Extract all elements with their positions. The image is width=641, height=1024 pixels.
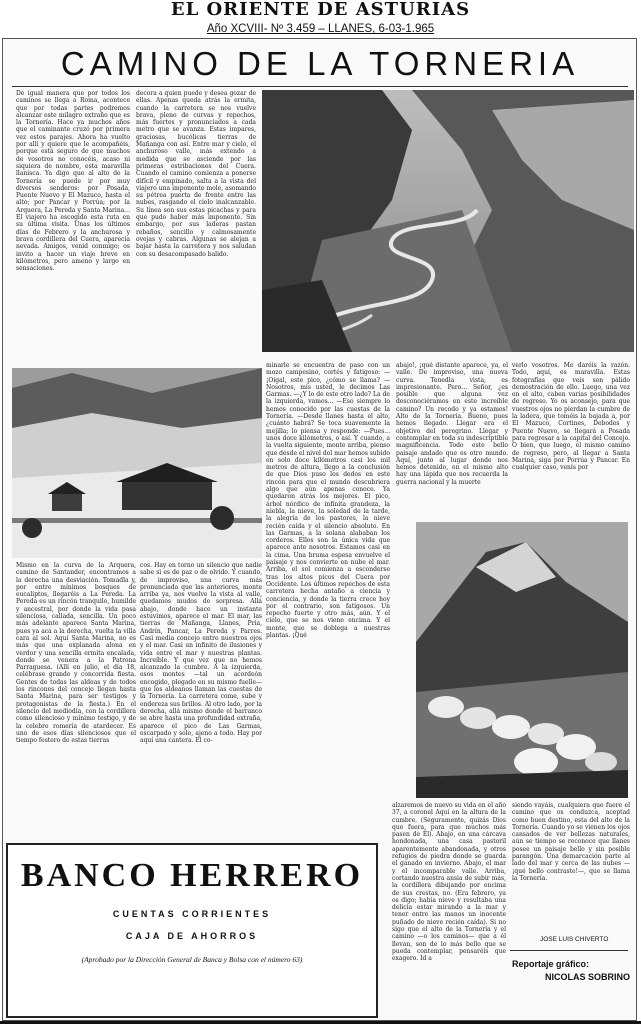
article-column-3: minarle se encuentra de paso con un mozo campesino, cortés y fatigoso: —¡Oigal, este pico, ¿cómo se llama? —Nosotros, mis usted, le decimos Las Garmas. —¿Y lo de este otro lado? La de la izquierda, vamos... —Eso siempre lo hemos conocido por las cuestas de la Tornería. —Desde llanes hasta el alto, ¿cuánto habrá? Se toca suavemente la mejilla; lo piensa y responde: —Pues... unos doce kilómetros, o así. Y cuando, a la vuelta siguiente, monte arriba, pienso que desde el nivel del mar hemos subido en solo doce kilómetros casi los mil metros de altura, llego a la conclusión de que Dios puso los dedos en este rincón para que el mundo descubriera algo que aún apenas conoce. Ya quedaron atrás los mejores. El pico, árbol nórdico de infinita grandeza, la niebla, la nieve, la soledad de la tarde, la alegría de los pastores, la nieve recién caída y el silencio absoluto. En las Garmas, a la solana alababan los corderos. Ellos son la única vida que aparece ante nosotros. Estamos casi en la cima. Una bruma espesa envuelve el paisaje y nos convierte en nube el mar. Arriba, el sol comienza a esconderse tras los altos picos del Cuera por Occidente. Los últimos repechos de esta carretera hecha antaño a ciencia y conciencia, y donde la tierra crece hoy por el contrario, son fatigosos. Un repecho fuerte y otro más, aún. Y el cielo, que se nos viene encima. Y el monte, que se doblega a nuestras plantas. ¡Qué [266, 362, 390, 639]
article-column-2b: cos. Hay en torno un silencio que nadie sabe si es de paz o de olvido. Y cuando, de improviso, una curva más pronunciada que las anteriores, monte arriba ya, nos vuelve la vista al valle, quedamos mudos de sorpresa. Allá abajo, donde hace un instante estuvimos, aparece el mar. El mar, las tierras de Mañanga, Llanes, Pria, Andrín, Pancar, La Pereda y Parres. Casi media concejo entre nuestros ojos y el mar. Casi un infinito de ilusiones y vida entre el mar y nuestras plantas. Increíble. Y que vez que no hemos alcanzado la cumbre. A la izquierda, esos montes —tal un acordeón encogido, plegado en su mismo fuelle— que los aldeanos llaman las cuestas de la Tornería. La carretera come, sube y endereza sus brillos. Al otro lado, por la derecha, allá mismo donde el barranco se abre hasta una profundidad extraña, aparece el pico de Las Garmas, escarpado y solo, ajeno a todo. Hay por aquí una cantera. El co- [140, 562, 262, 745]
snowy-farm-photo [12, 368, 262, 558]
ad-line-accounts: CUENTAS CORRIENTES [112, 909, 272, 919]
article-column-5a: verlo vosotros. Me daréis la razón. Todo, aquí, es maravilla. Estas fotografías que veis son pálido demostración de ello. Luego, una vez en el alto, caben varias posibilidades de regreso. Yo os aconsejo, para que vuestros ojos no pierdan la cumbre de la ladera, que toméis la bajada a, por El Mazuco, Cortines, Debodes y Puente Nuevo, se llegará a Posada para regresar a la capital del Concejo. O bien, que luego, el mismo camino de regreso, pero, al llegar a Santa Marina, siga por Porrúa y Pancar. En cualquier caso, venís por [512, 362, 630, 472]
sheep-flock-photo-icon [416, 522, 628, 798]
article-column-1: De igual manera que por todos los caminos se llega a Roma, acontece que por todas partes podremos alcanzar este milagro extraño que es la Tornería. Hace ya muchos años que el caminante cruzó por primera vez estos parajes. Ahora ha vuelto por allí y quiere que le acompañéis, porque está seguro de que muchos de vosotros no conocéis, acaso ni siquiera de nombre, esta maravilla llanisca. Ya digo que al alto de la Tornería se puede ir por muy diversos senderos: por Posada, Puente Nuevo y El Mazuco, hasta el alto; por Pancar y Porrúa; por la Arquera, La Pereda y Santa Marina... El viajero ha escogido esta ruta en su última visita. Unas los últimos días de Febrero y la anchurosa y brava cordillera del Cuera, aparecía nevada. Amigos, venid conmigo; os invito a hacer un viaje breve en kilómetros, pero ameno y largo en sensaciones. [16, 90, 130, 273]
article-column-4a: abajo!, ¡qué distante aparece, ya, el valle. De improviso, una nueva curva. Tenedla vista, es impresionante. Pero... Señor, ¿es posible que alguna vez desconociéramos en este increíble camino? Un recodo y ya estamos! Alto de la Tornería. Bueno, pues hemos llegado. Llegar era el objetivo del peregrino. Llegar y contemplar en toda su indescriptible magnificencia. Todo este bello paisaje andado que es otro mundo. Aquí, junto al lugar donde nos hemos detenido, en el mismo alto hay una lápida que nos recuerda la guerra nacional y la muerte [396, 362, 509, 486]
newspaper-masthead: EL ORIENTE DE ASTURIAS [170, 0, 471, 20]
credit-rule [510, 950, 628, 951]
snowy-farm-photo-icon [12, 368, 262, 558]
ad-bank-name: BANCO HERRERO [20, 857, 364, 894]
ad-line-savings: CAJA DE AHORROS [125, 931, 259, 941]
article-column-1b: Mismo en la curva de la Arquera, camino de Santander, encontramos a la derecha una desviación. Tomadla y, por entre mínimos bosques de eucaliptos, llegaréis a La Pereda. La Pereda es un rincón tranquilo, humilde y ancestral, por donde la vida pasa silenciosa, callada, sencilla. Un poco más adelante aparece Santa Marina, pues ya acá a la derecha, vuelta la villa cara al sol. Aquí Santa Marina, no es más que una explanada alona en verdor y una sencilla ermita encalada, donde se venera a la Patrona Parraguesa. (Allí en julio, el día 18, celébrase grande y concorrida fiesta. Gentes de todas las aldeas y de todos los rincones del concejo llegan hasta Santa Marina, para ser testigos y protagonistas de la fiesta.) En el silencio del mediodía, con la cordillera como silencioso y mínimo testigo, y de la celebre romería de atardecer. Es uno de esos días silenciosos que el tiempo festero de estas tierras [16, 562, 136, 745]
photo-credit [512, 958, 630, 984]
ad-approval-note: (Aprobado por la Dirección General de Banca y Bolsa con el número 63) [81, 955, 303, 964]
article-column-2: decora a quien puede y desea gozar de ellas. Apenas queda atrás la ermita, cuando la carretera se nos vuelve brava, pleno de curvas y repechos, más fuertes y pronunciados a cada metro que se avanza. Estas impares, graciosas, bucólicas tierras de Mañanga con así. Entre mar y cielo, el anchuroso valle, más extendo a medida que se asciende por las primeras estribaciones del Cuera. Cuando el camino comienza a ponerse difícil y empinado, salta a la vista del viajero una imponente mole, asomando su pétrea puerta de frente entre las nubes, rasgando el cielo inalcanzable. Su línea son sus estas picachas y para que pudo haber más imponente. Sin embargo, por sus laderas pastan rebaños, sencillo y calmosamente ovejas y cabras. Algunas se alejan a bajar hasta la carretera y nos saludan con su desacompasado balido. [136, 90, 256, 258]
banco-herrero-ad [6, 843, 378, 1018]
issue-line-text: Año XCVIII- Nº 3.459 – LLANES, 6-03-1.965 [206, 23, 435, 35]
author-signature: JOSE LUIS CHIVERTO [540, 936, 609, 943]
article-column-5b: siendo vayáis, cualquiera que fuere el camino que os conduzca, aceptad como buen destino, esta del alto de la Tornería. Cuando yo se vienen los ojos cansados de ver bellezas naturales, aún se tiempo se reconoce que llanes posee un paisaje bello y sin posible parangón. Una demarcación parte al lado del mar y cerca de las nubes —¡qué bello contraste!—, que se llama la Tornería. [512, 802, 630, 882]
title-rule [12, 86, 628, 87]
mountain-road-photo [262, 90, 634, 352]
mountain-road-photo-icon [262, 90, 634, 352]
article-column-4b: alzaremos de nuevo su vida en el año 37, a coronel Aquí en la altura de la cumbre. (Seguramente, quizás Dios que fuera, para que muchos más pasen de Él). Abajo, en una cárcava hondonada, una casa pastoril aparentemente abandonada, y otros refugios de piedra donde se guarda el ganado en invierno. Abajo, el mar y el incomparable valle. Arriba, cortando nuestra ansia de subir más, la cordillera dibujando por encima de sus crestas, no. (Era febrero, ya os digo; había nieve y resultaba una delicia estar mirando a la mar y tener entre las manos un inocente puñado de nieve recién caída). Si no sigo que el alto de la Tornería y el camino —o los caminos— que a él llevan, son de lo más bello que se pueda contemplar, pensaréis que exagero. Id a [392, 802, 506, 963]
issue-line [0, 20, 641, 38]
photo-credit-label: Reportaje gráfico: [512, 959, 590, 969]
photo-credit-name: NICOLAS SOBRINO [544, 972, 630, 982]
article-title: CAMINO DE LA TORNERIA [60, 45, 580, 82]
sheep-flock-photo [416, 522, 628, 798]
